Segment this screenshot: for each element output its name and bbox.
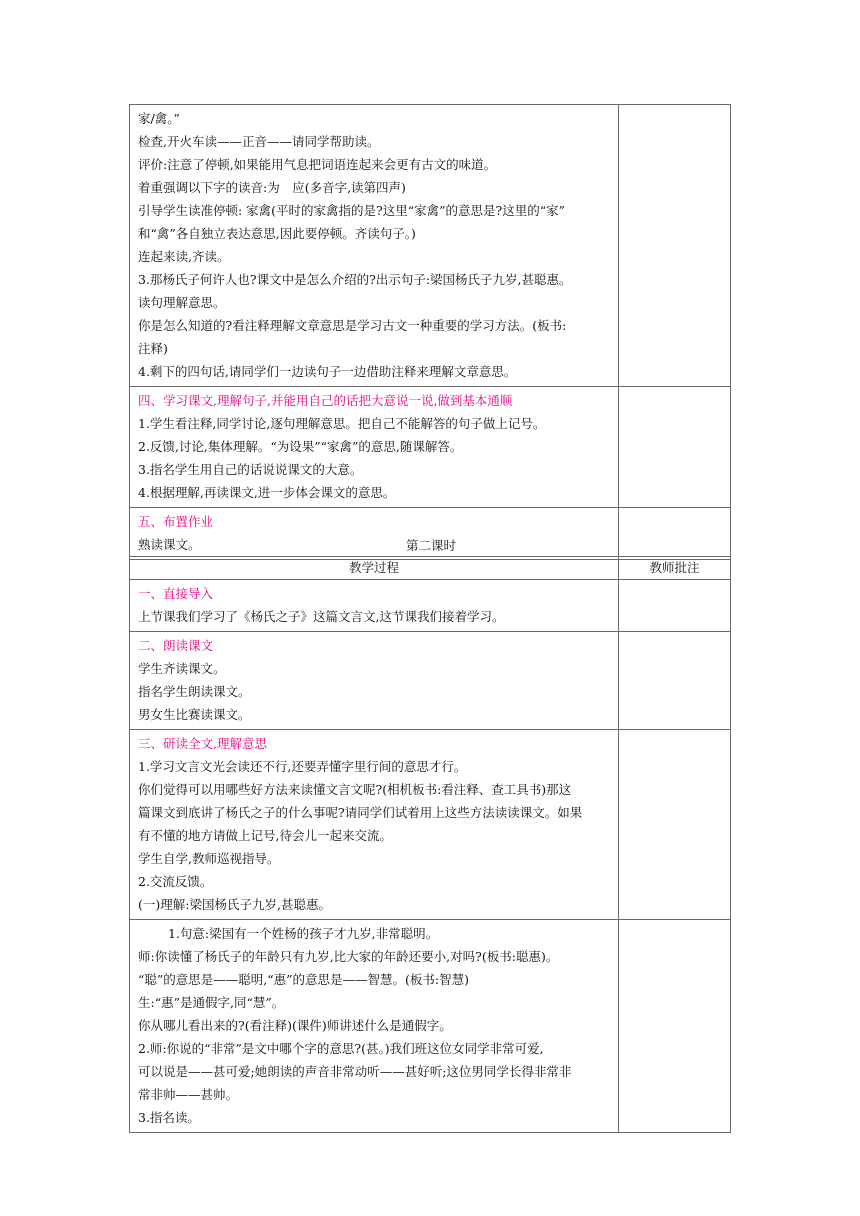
lesson-table-2	[129, 556, 731, 1133]
process-cell	[130, 387, 619, 508]
section-heading: 五、布置作业	[138, 514, 214, 529]
text-line: 你从哪儿看出来的?(看注释)(课件)师讲述什么是通假字。	[138, 1018, 452, 1033]
section-heading: 二、朗读课文	[138, 638, 214, 653]
table-row	[130, 105, 731, 387]
text-line: 1.学习文言文光会读还不行,还要弄懂字里行间的意思才行。	[138, 759, 467, 774]
text-line: 评价:注意了停顿,如果能用气息把词语连起来会更有古文的味道。	[138, 157, 497, 172]
teacher-note-cell	[619, 580, 731, 632]
text-line: 学生自学,教师巡视指导。	[138, 851, 280, 866]
text-line: 4.剩下的四句话,请同学们一边读句子一边借助注释来理解文章意思。	[138, 364, 517, 379]
text-line: 你们觉得可以用哪些好方法来读懂文言文呢?(相机板书:看注释、查工具书)那这	[138, 782, 572, 797]
text-line: 家/禽。”	[138, 111, 180, 126]
table-row	[130, 580, 731, 632]
text-line: 1.句意:梁国有一个姓杨的孩子才九岁,非常聪明。	[168, 926, 439, 941]
text-line: 1.学生看注释,同学讨论,逐句理解意思。把自己不能解答的句子做上记号。	[138, 416, 546, 431]
text-line: 有不懂的地方请做上记号,待会儿一起来交流。	[138, 828, 392, 843]
teacher-note-cell	[619, 730, 731, 920]
text-line: 读句理解意思。	[138, 295, 226, 310]
process-cell	[130, 105, 619, 387]
text-line: (一)理解:梁国杨氏子九岁,甚聪惠。	[138, 897, 331, 912]
text-line: 检查,开火车读——正音——请同学帮助读。	[138, 134, 380, 149]
text-line: 3.指名读。	[138, 1110, 200, 1125]
table-row	[130, 730, 731, 920]
table-row	[130, 632, 731, 730]
header-process: 教学过程	[130, 557, 619, 580]
section-heading: 一、直接导入	[138, 586, 214, 601]
text-line: 篇课文到底讲了杨氏之子的什么事呢?请同学们试着用上这些方法读读课文。如果	[138, 805, 583, 820]
lesson-table-1	[129, 104, 731, 560]
text-line: 2.交流反馈。	[138, 874, 213, 889]
text-line: 4.根据理解,再读课文,进一步体会课文的意思。	[138, 485, 396, 500]
text-line: 2.反馈,讨论,集体理解。“为设果”“家禽”的意思,随课解答。	[138, 439, 463, 454]
teacher-note-cell	[619, 105, 731, 387]
teacher-note-cell	[619, 632, 731, 730]
process-cell	[130, 580, 619, 632]
teacher-note-cell	[619, 920, 731, 1133]
table-header-row	[130, 557, 731, 580]
section-heading: 四、学习课文,理解句子,并能用自己的话把大意说一说,做到基本通顺	[138, 393, 513, 408]
text-line: 上节课我们学习了《杨氏之子》这篇文言文,这节课我们接着学习。	[138, 609, 505, 624]
text-line: 连起来读,齐读。	[138, 249, 230, 264]
process-cell	[130, 730, 619, 920]
lesson-subtitle: 第二课时	[405, 538, 456, 553]
header-note: 教师批注	[619, 557, 731, 580]
text-line: 指名学生朗读课文。	[138, 684, 251, 699]
text-line: 注释)	[138, 341, 168, 356]
text-line: 引导学生读准停顿: 家禽(平时的家禽指的是?这里“家禽”的意思是?这里的“家”	[138, 203, 566, 218]
section-heading: 三、研读全文,理解意思	[138, 736, 267, 751]
table-row	[130, 920, 731, 1133]
process-cell	[130, 632, 619, 730]
text-line: 可以说是——甚可爱;她朗读的声音非常动听——甚好听;这位男同学长得非常非	[138, 1064, 572, 1079]
table-row	[130, 387, 731, 508]
process-cell	[130, 920, 619, 1133]
text-line: 你是怎么知道的?看注释理解文章意思是学习古文一种重要的学习方法。(板书:	[138, 318, 567, 333]
text-line: “聪”的意思是——聪明,“惠”的意思是——智慧。(板书:智慧)	[138, 972, 470, 987]
text-line: 常非帅——甚帅。	[138, 1087, 239, 1102]
text-line: 着重强调以下字的读音:为 应(多音字,读第四声)	[138, 180, 406, 195]
text-line: 男女生比赛读课文。	[138, 707, 251, 722]
text-line: 生:“惠”是通假字,同“慧”。	[138, 995, 285, 1010]
text-line: 师:你读懂了杨氏子的年龄只有九岁,比大家的年龄还要小,对吗?(板书:聪惠)。	[138, 949, 559, 964]
text-line: 学生齐读课文。	[138, 661, 226, 676]
text-line: 熟读课文。	[138, 537, 201, 552]
text-line: 和“禽”各自独立表达意思,因此要停顿。齐读句子。)	[138, 226, 416, 241]
text-line: 3.那杨氏子何许人也?课文中是怎么介绍的?出示句子:梁国杨氏子九岁,甚聪惠。	[138, 272, 572, 287]
text-line: 3.指名学生用自己的话说说课文的大意。	[138, 462, 363, 477]
text-line: 2.师:你说的“非常”是文中哪个字的意思?(甚。)我们班这位女同学非常可爱,	[138, 1041, 544, 1056]
teacher-note-cell	[619, 387, 731, 508]
